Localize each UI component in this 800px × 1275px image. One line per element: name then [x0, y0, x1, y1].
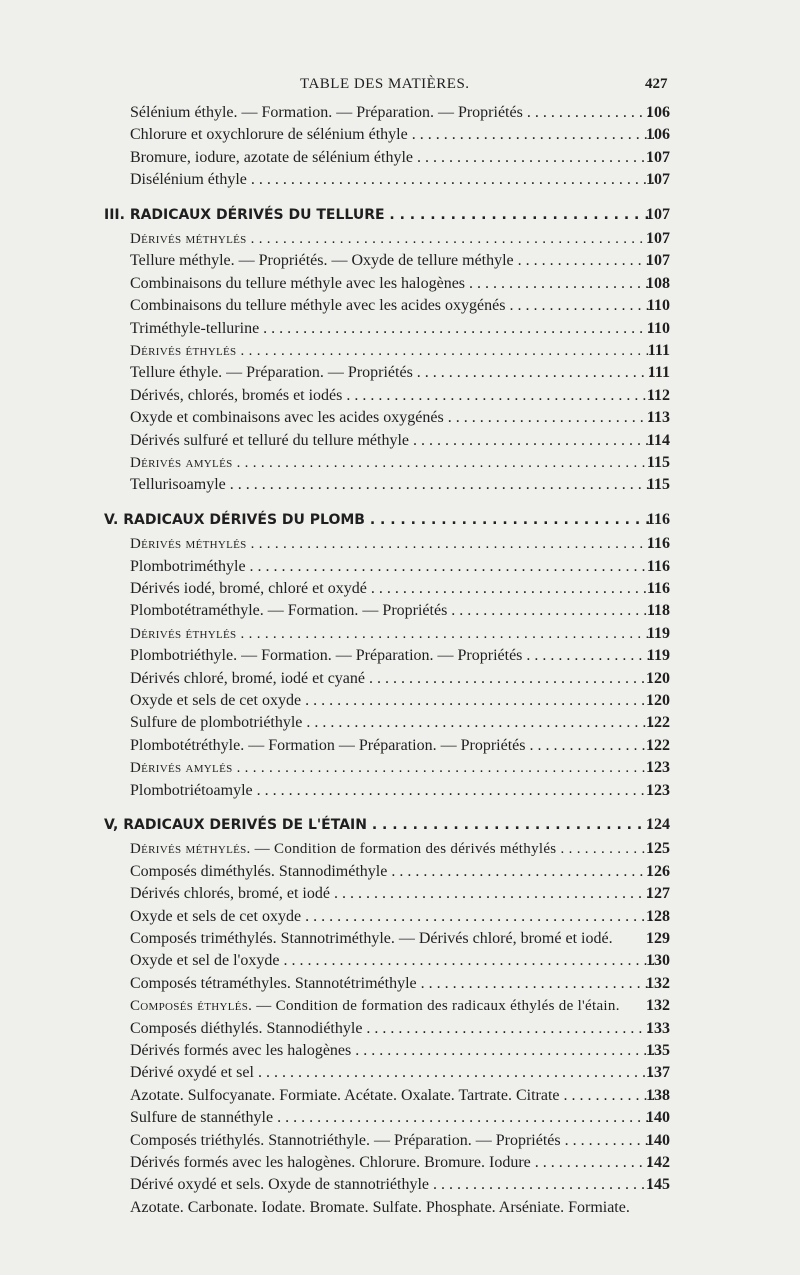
toc-entry: [0, 556, 800, 578]
toc-entry-label: Bromure, iodure, azotate de sélénium éthyle . . .: [130, 147, 654, 169]
toc-entry: [0, 228, 800, 250]
toc-page-number: 106: [646, 126, 670, 144]
toc-page-number: 135: [646, 1042, 670, 1059]
toc-page-number: 112: [646, 386, 670, 404]
toc-entry: [0, 250, 800, 272]
toc-page-number: 116: [646, 557, 670, 575]
toc-entry: [0, 645, 800, 667]
toc-entry: [0, 102, 800, 124]
toc-entry-label: Dérivés méthylés . . .: [130, 228, 654, 250]
toc-entry-label: Plombotriétoamyle . . .: [130, 780, 654, 802]
toc-entry: [0, 1107, 800, 1129]
toc-page-number: 140: [646, 1109, 670, 1127]
toc-page-number: 129: [646, 930, 670, 947]
toc-entry: [0, 600, 800, 622]
toc-entry: [0, 906, 800, 928]
toc-page-number: 106: [646, 104, 670, 121]
toc-page-number: 110: [646, 319, 670, 337]
toc-entry: [0, 735, 800, 757]
toc-entry-label: Dérivés méthylés . . .: [130, 533, 654, 555]
toc-page-number: 145: [646, 1176, 670, 1194]
toc-entry: [0, 928, 800, 950]
toc-page-number: 140: [646, 1131, 670, 1149]
toc-page-number: 119: [646, 624, 670, 642]
toc-entry: [0, 1018, 800, 1040]
toc-entry-head: Composés éthylés.: [130, 998, 253, 1015]
toc-entry: [0, 780, 800, 802]
toc-page-number: 107: [646, 148, 670, 166]
toc-entry-label: Oxyde et sels de cet oxyde . . .: [130, 690, 654, 712]
toc-entry: [0, 1130, 800, 1152]
toc-entry: [0, 169, 800, 191]
toc-page-number: 132: [646, 974, 670, 992]
toc-page-number: 125: [646, 840, 670, 858]
toc-entry-label: V. RADICAUX DÉRIVÉS DU PLOMB . . .: [104, 509, 654, 531]
toc-entry-label: Dérivés formés avec les halogènes. Chlorure. Bromure. Iodure . . .: [130, 1152, 654, 1174]
toc-page-number: 107: [646, 205, 670, 223]
toc-page-number: 115: [646, 454, 670, 471]
toc-entry-label: Chlorure et oxychlorure de sélénium éthyle . . .: [130, 124, 654, 146]
toc-entry: [0, 452, 800, 474]
toc-entry-label: Composés triéthylés. Stannotriéthyle. — Préparation. — Propriétés . . .: [130, 1130, 654, 1152]
toc-entry: [0, 474, 800, 496]
toc-entry: [0, 1062, 800, 1084]
running-title: TABLE DES MATIÈRES.: [300, 76, 470, 92]
toc-entry: [0, 340, 800, 362]
toc-section: [0, 509, 800, 531]
toc-entry: [0, 1152, 800, 1174]
toc-entry-label: Tellure méthyle. — Propriétés. — Oxyde de tellure méthyle . . .: [130, 250, 654, 272]
toc-entry-label: Dérivés amylés . . .: [130, 452, 654, 474]
toc-page-number: 113: [646, 409, 670, 427]
toc-entry-label: Dérivés éthylés . . .: [130, 623, 654, 645]
toc-entry-label: Combinaisons du tellure méthyle avec les halogènes . . .: [130, 273, 654, 295]
toc-page-number: 122: [646, 714, 670, 732]
toc-entry-label: Disélénium éthyle . . .: [130, 169, 654, 191]
toc-entry: [0, 950, 800, 972]
toc-entry: [0, 690, 800, 712]
toc-entry: [0, 1174, 800, 1196]
toc-entry: [0, 533, 800, 555]
toc-page-number: 126: [646, 862, 670, 880]
toc-page-number: 118: [646, 602, 670, 620]
toc-page-number: 127: [646, 885, 670, 903]
toc-entry: [0, 295, 800, 317]
toc-entry-label: Plombotriméthyle . . .: [130, 556, 654, 578]
toc-page-number: 115: [646, 476, 670, 494]
toc-entry: [0, 668, 800, 690]
toc-entry-label: Plombotétréthyle. — Formation — Préparation. — Propriétés . . .: [130, 735, 654, 757]
toc-entry-label: Composés diméthylés. Stannodiméthyle . . .: [130, 861, 654, 883]
toc-entry-label: Dérivé oxydé et sels. Oxyde de stannotriéthyle . . .: [130, 1174, 654, 1196]
toc-entry-label: Oxyde et sels de cet oxyde . . .: [130, 906, 654, 928]
toc-entry-label: Dérivés sulfuré et telluré du tellure méthyle . . .: [130, 430, 654, 452]
toc-page-number: 128: [646, 907, 670, 925]
toc-entry: [0, 995, 800, 1017]
toc-page-number: 107: [646, 252, 670, 270]
toc-page-number: 138: [646, 1086, 670, 1104]
toc-entry: [0, 623, 800, 645]
toc-entry: [0, 838, 800, 860]
toc-entry-label: Sulfure de plombotriéthyle . . .: [130, 712, 654, 734]
toc-entry: [0, 757, 800, 779]
toc-page-number: 116: [646, 535, 670, 553]
toc-page-number: 124: [646, 816, 670, 833]
toc-entry-label: Tellurisoamyle . . .: [130, 474, 654, 496]
toc-entry-label: Dérivé oxydé et sel . . .: [130, 1062, 654, 1084]
toc-section: [0, 814, 800, 836]
toc-page-number: 122: [646, 736, 670, 754]
toc-entry-label: Sulfure de stannéthyle . . .: [130, 1107, 654, 1129]
toc-page-number: 123: [646, 781, 670, 799]
toc-entry-label: [130, 995, 654, 1017]
toc-page-number: 116: [646, 510, 670, 528]
toc-entry-label: Composés tétraméthyles. Stannotétriméthyle . . .: [130, 973, 654, 995]
toc-entry-label: Dérivés chloré, bromé, iodé et cyané . . .: [130, 668, 654, 690]
toc-entry: [0, 578, 800, 600]
toc-entry-label: Dérivés amylés . . .: [130, 757, 654, 779]
running-header: [0, 76, 800, 96]
toc-page-number: 116: [646, 580, 670, 597]
toc-entry-label: Oxyde et sel de l'oxyde . . .: [130, 950, 654, 972]
toc-entry-label: Azotate. Sulfocyanate. Formiate. Acétate. Oxalate. Tartrate. Citrate . . .: [130, 1085, 654, 1107]
toc-entry: [0, 147, 800, 169]
toc-entry-label: Composés diéthylés. Stannodiéthyle . . .: [130, 1018, 654, 1040]
toc-entry-label: Dérivés formés avec les halogènes . . .: [130, 1040, 654, 1062]
toc-entry-label: Azotate. Carbonate. Iodate. Bromate. Sulfate. Phosphate. Arséniate. Formiate.: [130, 1198, 630, 1216]
toc-entry: [0, 973, 800, 995]
toc-entry: [0, 1085, 800, 1107]
toc-entry: [0, 318, 800, 340]
toc-entry-label: Tellure éthyle. — Préparation. — Propriétés . . .: [130, 362, 654, 384]
toc-entry-label: Dérivés éthylés . . .: [130, 340, 654, 362]
toc-entry-label: Dérivés, chlorés, bromés et iodés . . .: [130, 385, 654, 407]
toc-entry: [0, 407, 800, 429]
toc-page-number: 119: [646, 647, 670, 665]
toc-entry-label: Plombotriéthyle. — Formation. — Préparation. — Propriétés . . .: [130, 645, 654, 667]
toc-page-number: 120: [646, 669, 670, 687]
toc-page-number: 108: [646, 274, 670, 292]
toc-entry-label: Plombotétraméthyle. — Formation. — Propriétés . . .: [130, 600, 654, 622]
toc-entry: [0, 712, 800, 734]
toc-page-number: 133: [646, 1019, 670, 1037]
toc-page-number: 110: [646, 297, 670, 315]
toc-page-number: 111: [647, 364, 670, 382]
toc-page-number: 142: [646, 1154, 670, 1171]
toc-entry: [0, 430, 800, 452]
toc-entry-label: Combinaisons du tellure méthyle avec les acides oxygénés . . .: [130, 295, 654, 317]
toc-section: [0, 204, 800, 226]
toc-page-number: 132: [646, 997, 670, 1015]
toc-entry-label: Triméthyle-tellurine . . .: [130, 318, 654, 340]
toc-page-number: 123: [646, 759, 670, 777]
toc-entry: [0, 1197, 800, 1219]
toc-page-number: 107: [646, 230, 670, 247]
toc-entry-label: III. RADICAUX DÉRIVÉS DU TELLURE . . .: [104, 204, 654, 226]
toc-entry: [0, 385, 800, 407]
toc-entry-label: Dérivés iodé, bromé, chloré et oxydé . . .: [130, 578, 654, 600]
toc-entry-tail: — Condition de formation des dérivés méthylés: [250, 841, 557, 858]
toc-entry-label: V, RADICAUX DERIVÉS DE L'ÉTAIN . . .: [104, 814, 654, 836]
toc-entry-tail: — Condition de formation des radicaux éthylés de l'étain.: [252, 998, 620, 1015]
toc-page-number: 111: [647, 342, 670, 359]
toc-entry-label: Composés triméthylés. Stannotriméthyle. — Dérivés chloré, bromé et iodé.: [130, 930, 613, 947]
page-number: 427: [645, 76, 668, 92]
toc-entry: [0, 273, 800, 295]
toc-entry-label: [130, 838, 654, 860]
toc-page-number: 137: [646, 1064, 670, 1082]
toc-entry: [0, 1040, 800, 1062]
toc-entry: [0, 861, 800, 883]
toc-page-number: 114: [646, 431, 670, 449]
toc-entry: [0, 124, 800, 146]
toc-page-number: 120: [646, 692, 670, 709]
toc-entry: [0, 883, 800, 905]
toc-page-number: 130: [646, 952, 670, 970]
toc-page-number: 107: [646, 171, 670, 189]
toc-entry-head: Dérivés méthylés.: [130, 841, 251, 858]
toc-entry: [0, 362, 800, 384]
toc-entry-label: Sélénium éthyle. — Formation. — Préparation. — Propriétés . . .: [130, 102, 654, 124]
toc-entry-label: Oxyde et combinaisons avec les acides oxygénés . . .: [130, 407, 654, 429]
toc-entry-label: Dérivés chlorés, bromé, et iodé . . .: [130, 883, 654, 905]
